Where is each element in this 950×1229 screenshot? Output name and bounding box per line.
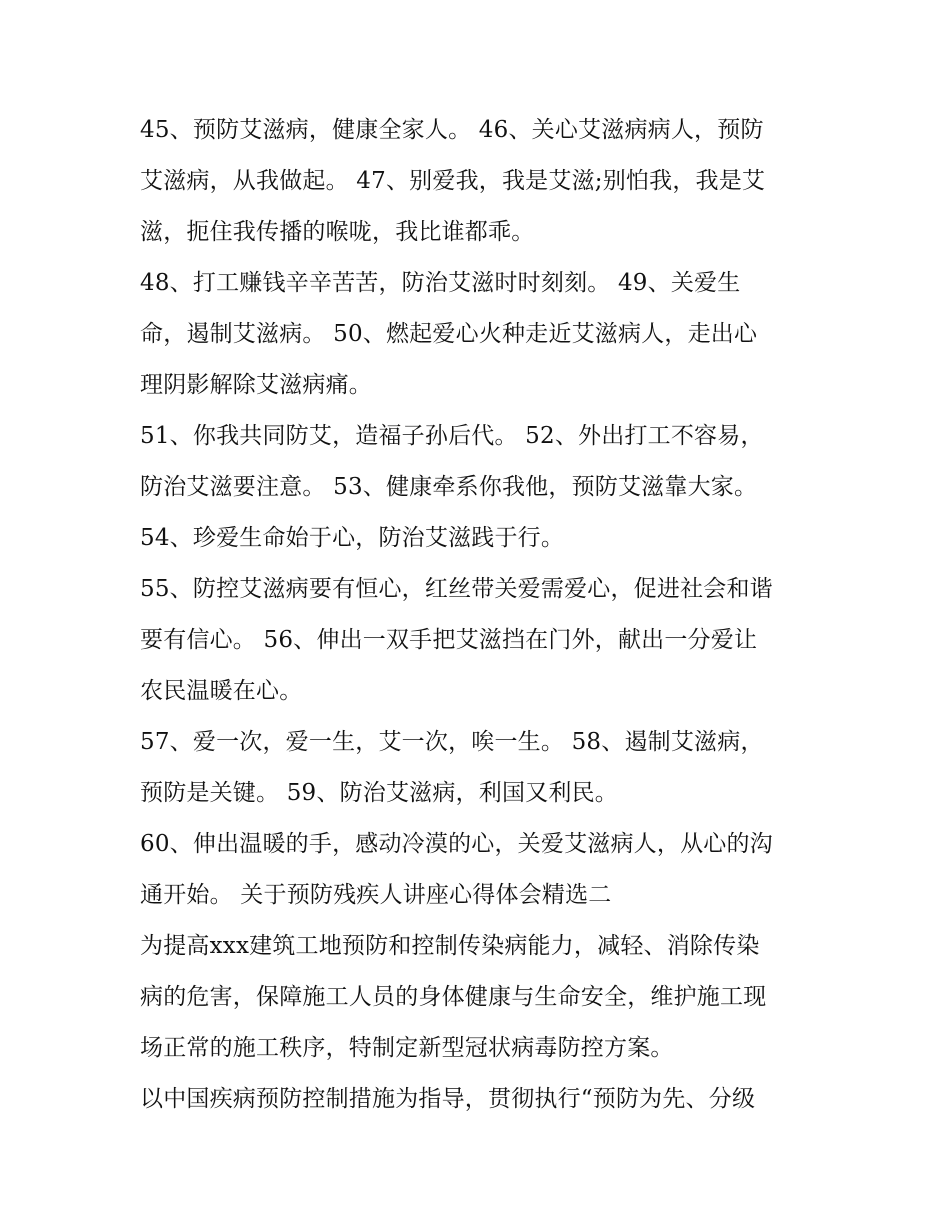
text-line: 农民温暖在心。 — [140, 678, 303, 704]
text-line: 预防是关键。 59、防治艾滋病，利国又利民。 — [140, 780, 618, 806]
text-line: 51、你我共同防艾，造福子孙后代。 52、外出打工不容易， — [140, 423, 764, 449]
text-line: 命，遏制艾滋病。 50、燃起爱心火种走近艾滋病人，走出心 — [140, 321, 758, 347]
paragraph-construction-plan — [140, 921, 820, 1074]
paragraph-45-47 — [140, 105, 820, 258]
paragraph-54 — [140, 513, 820, 564]
text-line: 理阴影解除艾滋病痛。 — [140, 372, 372, 398]
text-line: 为提高xxx建筑工地预防和控制传染病能力，减轻、消除传染 — [140, 933, 760, 959]
text-line: 60、伸出温暖的手，感动冷漠的心，关爱艾滋病人，从心的沟 — [140, 831, 773, 857]
text-line: 54、珍爱生命始于心，防治艾滋践于行。 — [140, 525, 565, 551]
text-line: 45、预防艾滋病，健康全家人。 46、关心艾滋病病人，预防 — [140, 117, 764, 143]
paragraph-guidance — [140, 1074, 820, 1125]
text-line: 57、爱一次，爱一生，艾一次，唉一生。 58、遏制艾滋病， — [140, 729, 764, 755]
text-line: 滋，扼住我传播的喉咙，我比谁都乖。 — [140, 219, 535, 245]
paragraph-60 — [140, 819, 820, 921]
text-line: 要有信心。 56、伸出一双手把艾滋挡在门外，献出一分爱让 — [140, 627, 758, 653]
text-line: 通开始。 关于预防残疾人讲座心得体会精选二 — [140, 882, 612, 908]
paragraph-51-53 — [140, 411, 820, 513]
paragraph-55-56 — [140, 564, 820, 717]
text-line: 48、打工赚钱辛辛苦苦，防治艾滋时时刻刻。 49、关爱生 — [140, 270, 741, 296]
document-body — [140, 105, 820, 1125]
paragraph-57-59 — [140, 717, 820, 819]
text-line: 以中国疾病预防控制措施为指导，贯彻执行“预防为先、分级 — [140, 1086, 756, 1112]
text-line: 病的危害，保障施工人员的身体健康与生命安全，维护施工现 — [140, 984, 767, 1010]
text-line: 场正常的施工秩序，特制定新型冠状病毒防控方案。 — [140, 1035, 674, 1061]
paragraph-48-50 — [140, 258, 820, 411]
text-line: 防治艾滋要注意。 53、健康牵系你我他，预防艾滋靠大家。 — [140, 474, 758, 500]
text-line: 55、防控艾滋病要有恒心，红丝带关爱需爱心，促进社会和谐 — [140, 576, 773, 602]
text-line: 艾滋病，从我做起。 47、别爱我，我是艾滋;别怕我，我是艾 — [140, 168, 766, 194]
